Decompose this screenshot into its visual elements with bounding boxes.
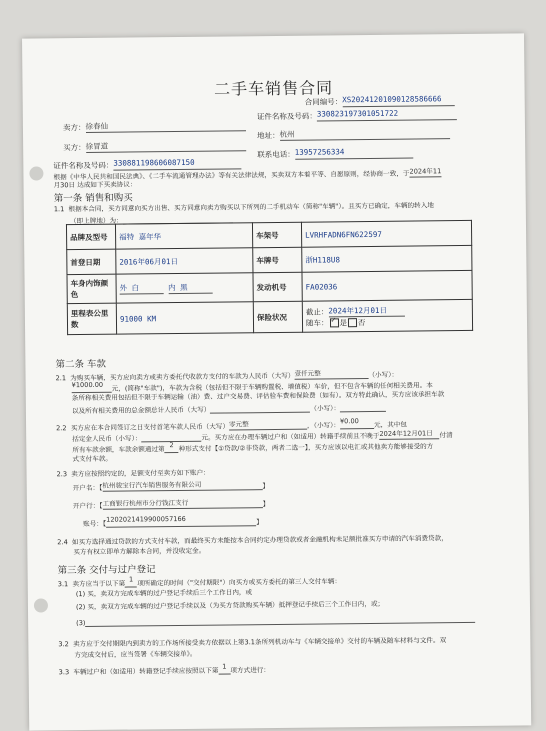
article-3-title: 第三条 交付与过户登记 (57, 564, 156, 577)
clause-text: 项方式进行： (230, 666, 271, 675)
clause-text: ，（小写）： (306, 421, 341, 430)
delivery-option-2: (2) 买，卖双方完成车辆的过户登记手续以及（为买方贷款购买车辆）抵押登记手续后三个工作日内，或； (75, 599, 385, 612)
article-2-title: 第二条 车款 (55, 358, 107, 371)
color-value (116, 273, 253, 303)
buyer-id-value: 330881198606087150 (113, 157, 241, 170)
clause-text: （即上牌地）为： (69, 216, 123, 226)
clause-number: 2.3 (56, 470, 68, 479)
seller-label: 卖方： (62, 122, 86, 133)
clause-number: 3.2 (58, 640, 69, 649)
follow-yes-label: 是 (339, 317, 348, 327)
checkbox-yes[interactable] (329, 318, 338, 327)
clause-text: 元。买方应在办理车辆过户和（如适用）转籍手续前且不晚于 (201, 431, 380, 442)
account-number-label: 账号： (83, 519, 103, 529)
insurance-label: 保险状况 (253, 301, 302, 333)
clause-2-1-line4 (72, 400, 386, 415)
clause-2-4 (57, 532, 448, 546)
clause-number: 2.1 (55, 374, 67, 383)
vin-label: 车架号 (252, 222, 301, 248)
clause-number: 2.4 (57, 538, 68, 547)
brand-label: 品牌及型号 (66, 224, 115, 250)
follow-no-label: 否 (357, 317, 366, 327)
bank-name-row: 开户行：【工商银行杭州市分行钱江支行 】 (73, 496, 269, 510)
payment-deadline: 2024年12月01日 (379, 427, 439, 440)
clause-number: 3.3 (58, 668, 70, 677)
insurance-until-label: 截止： (305, 306, 329, 317)
clause-text: 车辆过户和（如适用）转籍登记手续应按照以下第 (73, 666, 219, 677)
mileage-value: 91000 KM (116, 302, 253, 334)
clause-text: 卖方应当于以下第 (72, 579, 126, 589)
first-payment-in-figures: ¥0.00 (340, 417, 374, 429)
account-holder-label: 开户名： (72, 483, 100, 493)
contract-number-label: 合同编号： (304, 97, 343, 107)
article-1-title: 第一条 销售和购买 (53, 192, 133, 205)
clause-text: 方完成交付后，应当签署《车辆交接单》。 (74, 649, 197, 660)
clause-text: 卖方应按照约定的，足额支付至卖方如下账户： (71, 468, 210, 479)
bank-name-label: 开户行： (72, 501, 100, 511)
payment-method: 2 (165, 441, 179, 453)
clause-text: 元，(简称"车款")，车款为含税（包括但不限于车辆购置税、增值税）车价，但不包含车辆的任何相关费用。本 (111, 381, 433, 393)
buyer-id-label: 证件名称及号码： (53, 160, 114, 171)
clause-text: 根据本合同，买方同意向买方出售、买方同意向卖方购买以下所列的二手机动车（简称"车辆"）。且买方已确定，车辆的转入地 (68, 201, 434, 214)
account-holder-value: 杭州骏宝行汽车销售服务有限公司 (102, 478, 262, 492)
price-in-figures: ¥1000.00 (72, 381, 112, 393)
basis-date: 2024年11 (409, 165, 441, 177)
clause-text: (3) (76, 618, 86, 628)
engine-label: 发动机号 (253, 272, 302, 302)
clause-text: 条所称相关费用包括但不限于车辆运输（油）费、过户交易费、评估验车费和保险费（如有）。双方特此确认，买方应该承担车款 (71, 390, 445, 403)
delivery-option-1: (1) 买，卖双方完成车辆的过户登记手续后三个工作日内，或 (75, 588, 253, 599)
delivery-option: 1 (125, 575, 137, 587)
price-in-words: 壹仟元整 (294, 367, 368, 380)
vehicle-table (66, 220, 473, 335)
buyer-name: 徐冒道 (86, 139, 246, 153)
exterior-color: 外 白 (120, 282, 164, 294)
basis-text: 根据《中华人民共和国民法典》、《二手车流通管理办法》等有关法律法规，买卖双方本着平等、自愿原则，经协商一致，于 (53, 169, 410, 182)
phone-row (257, 147, 413, 161)
delivery-option-3 (76, 611, 475, 627)
clause-text: 元，其中包 (373, 420, 408, 429)
transfer-option: 1 (218, 662, 230, 674)
account-number-value: 1202021419900057166 (106, 514, 256, 528)
clause-text: 为购买车辆，买方应向卖方或卖方委托代收款方支付的车款为人民币（大写） (70, 371, 295, 383)
address-value: 杭州 (279, 127, 449, 141)
clause-text: 卖方应于交付期限内到卖方的工作场所接受卖方依据以上第3.1条所列机动车与《车辆交接单》交付的车辆及随车材料与文件。双 (73, 636, 447, 649)
total-in-words-blank (210, 401, 310, 414)
insurance-value (302, 299, 472, 332)
clause-text: 买方应在本合同签订之日支付首笔车款人民币（大写） (70, 422, 230, 433)
clause-text: 括定金人民币（小写）： (72, 434, 142, 444)
checkbox-no[interactable] (348, 318, 357, 327)
clause-text: 所有车款余额，车款余额通过第 (72, 445, 165, 455)
contract-title: 二手车销售合同 (213, 78, 334, 99)
clause-text: 付清 (439, 431, 453, 440)
seller-id-value: 330823197301051722 (317, 108, 457, 121)
clause-2-2-line3 (72, 438, 433, 454)
clause-text: 种形式支付【①贷款/②非贷款，两者二选一】，买方应该以电汇或其他卖方能够接受的方 (178, 442, 434, 454)
account-number-row: 账号：【1202021419900057166 】 (83, 514, 263, 529)
seller-id-label: 证件名称及号码： (256, 111, 317, 122)
bank-name-value: 工商银行杭州市分行钱江支行 (102, 496, 262, 510)
buyer-row (63, 139, 246, 153)
contract-page (22, 33, 531, 730)
phone-value: 13957256334 (295, 147, 413, 160)
delivery-option-3-blank (85, 611, 475, 627)
interior-color: 内 黑 (168, 282, 212, 294)
clause-text: 式支付车款。 (72, 454, 113, 464)
punch-hole (34, 598, 48, 612)
color-label: 车身内饰颜色 (67, 274, 116, 304)
contract-number (305, 94, 455, 108)
clause-3-3 (59, 662, 270, 676)
basis-text-2: 月30日 达成如下买卖协议： (53, 180, 137, 190)
clause-number: 1.1 (53, 205, 65, 214)
plate-label: 车牌号 (253, 247, 302, 273)
plate-value: 浙H118U8 (302, 245, 472, 272)
clause-text: 项所确定的时间（"交付期限"）向买方或买方委托的第三人交付车辆： (137, 577, 342, 588)
clause-text: （小写）： (368, 370, 399, 380)
follow-label: 随车： (305, 317, 329, 328)
clause-text: 买方有权立即单方解除本合同，并没收定金。 (73, 546, 206, 557)
clause-text: 如买方选择通过贷款的方式支付车款，而最终买方未能按本合同约定办理贷款或者金融机构未足额批准买方申请的汽车消费贷款， (71, 534, 448, 547)
clause-number: 2.2 (56, 424, 67, 433)
engine-value: FA02036 (302, 270, 472, 301)
clause-number: 3.1 (57, 580, 69, 589)
buyer-label: 买方： (63, 142, 86, 153)
account-holder-row: 开户名：【杭州骏宝行汽车销售服务有限公司 】 (73, 478, 269, 492)
contract-number-value: XS20241201090128586666 (342, 94, 454, 107)
clause-3-2 (58, 634, 446, 648)
total-in-figures-blank (340, 400, 386, 412)
seller-id-row (257, 108, 457, 122)
mileage-label: 里程表公里数 (67, 303, 116, 335)
first-payment-in-words: 零元整 (229, 418, 307, 431)
insurance-until-value: 2024年12月01日 (328, 304, 404, 317)
registration-date-value: 2016年06月01日 (116, 248, 253, 274)
clause-text: （小写）： (310, 404, 341, 413)
vin-value: LVRHFADN6FN622597 (301, 220, 471, 247)
seller-row (63, 119, 246, 133)
clause-2-3 (57, 467, 210, 479)
registration-date-label: 首登日期 (67, 249, 116, 275)
seller-name: 徐春仙 (85, 119, 245, 133)
clause-text: 以及所有相关费用的总金额总计人民币（大写） (71, 405, 211, 416)
phone-label: 联系电话： (257, 149, 295, 160)
address-label: 地址： (256, 130, 280, 141)
brand-value: 福特 嘉年华 (115, 223, 252, 249)
address-row (257, 127, 450, 141)
punch-hole (29, 166, 43, 180)
